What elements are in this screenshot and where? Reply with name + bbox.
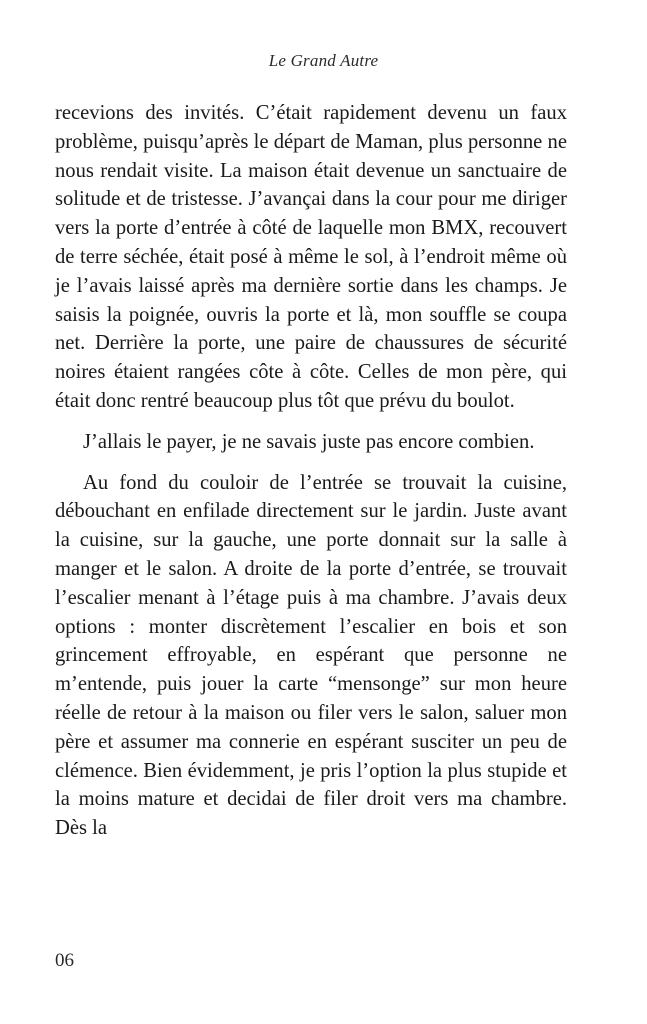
running-header-title: Le Grand Autre (268, 51, 379, 70)
paragraph-continued: recevions des invités. C’était rapidement devenu un faux problème, puisqu’après le départ de Maman, plus personne ne nous rendait visite. La maison était devenue un sanctuaire de solitude et de tristesse. J’avançai dans la cour pour me diriger vers la porte d’entrée à côté de laquelle mon BMX, recouvert de terre séchée, était posé à même le sol, à l’endroit même où je l’avais laissé après ma dernière sortie dans les champs. Je saisis la poignée, ouvris la porte et là, mon souffle se coupa net. Derrière la porte, une paire de chaussures de sécurité noires étaient rangées côte à côte. Celles de mon père, qui était donc rentré beaucoup plus tôt que prévu du boulot. (55, 102, 567, 412)
paragraph: J’allais le payer, je ne savais juste pas encore combien. (83, 430, 535, 453)
body-text (55, 99, 567, 855)
paragraph: Au fond du couloir de l’entrée se trouvait la cuisine, débouchant en enfilade directement sur le jardin. Juste avant la cuisine, sur la gauche, une porte donnait sur la salle à manger et le salon. A droite de la porte d’entrée, se trouvait l’escalier menant à l’étage puis à ma chambre. J’avais deux options : monter discrètement l’escalier en bois et son grincement effroyable, en espérant que personne ne m’entende, puis jouer la carte “mensonge” sur mon heure réelle de retour à la maison ou filer vers le salon, saluer mon père et assumer ma connerie en espérant susciter un peu de clémence. Bien évidemment, je pris l’option la plus stupide et la moins mature et decidai de filer droit vers ma chambre. Dès la (55, 471, 567, 840)
page-number: 06 (55, 950, 74, 971)
